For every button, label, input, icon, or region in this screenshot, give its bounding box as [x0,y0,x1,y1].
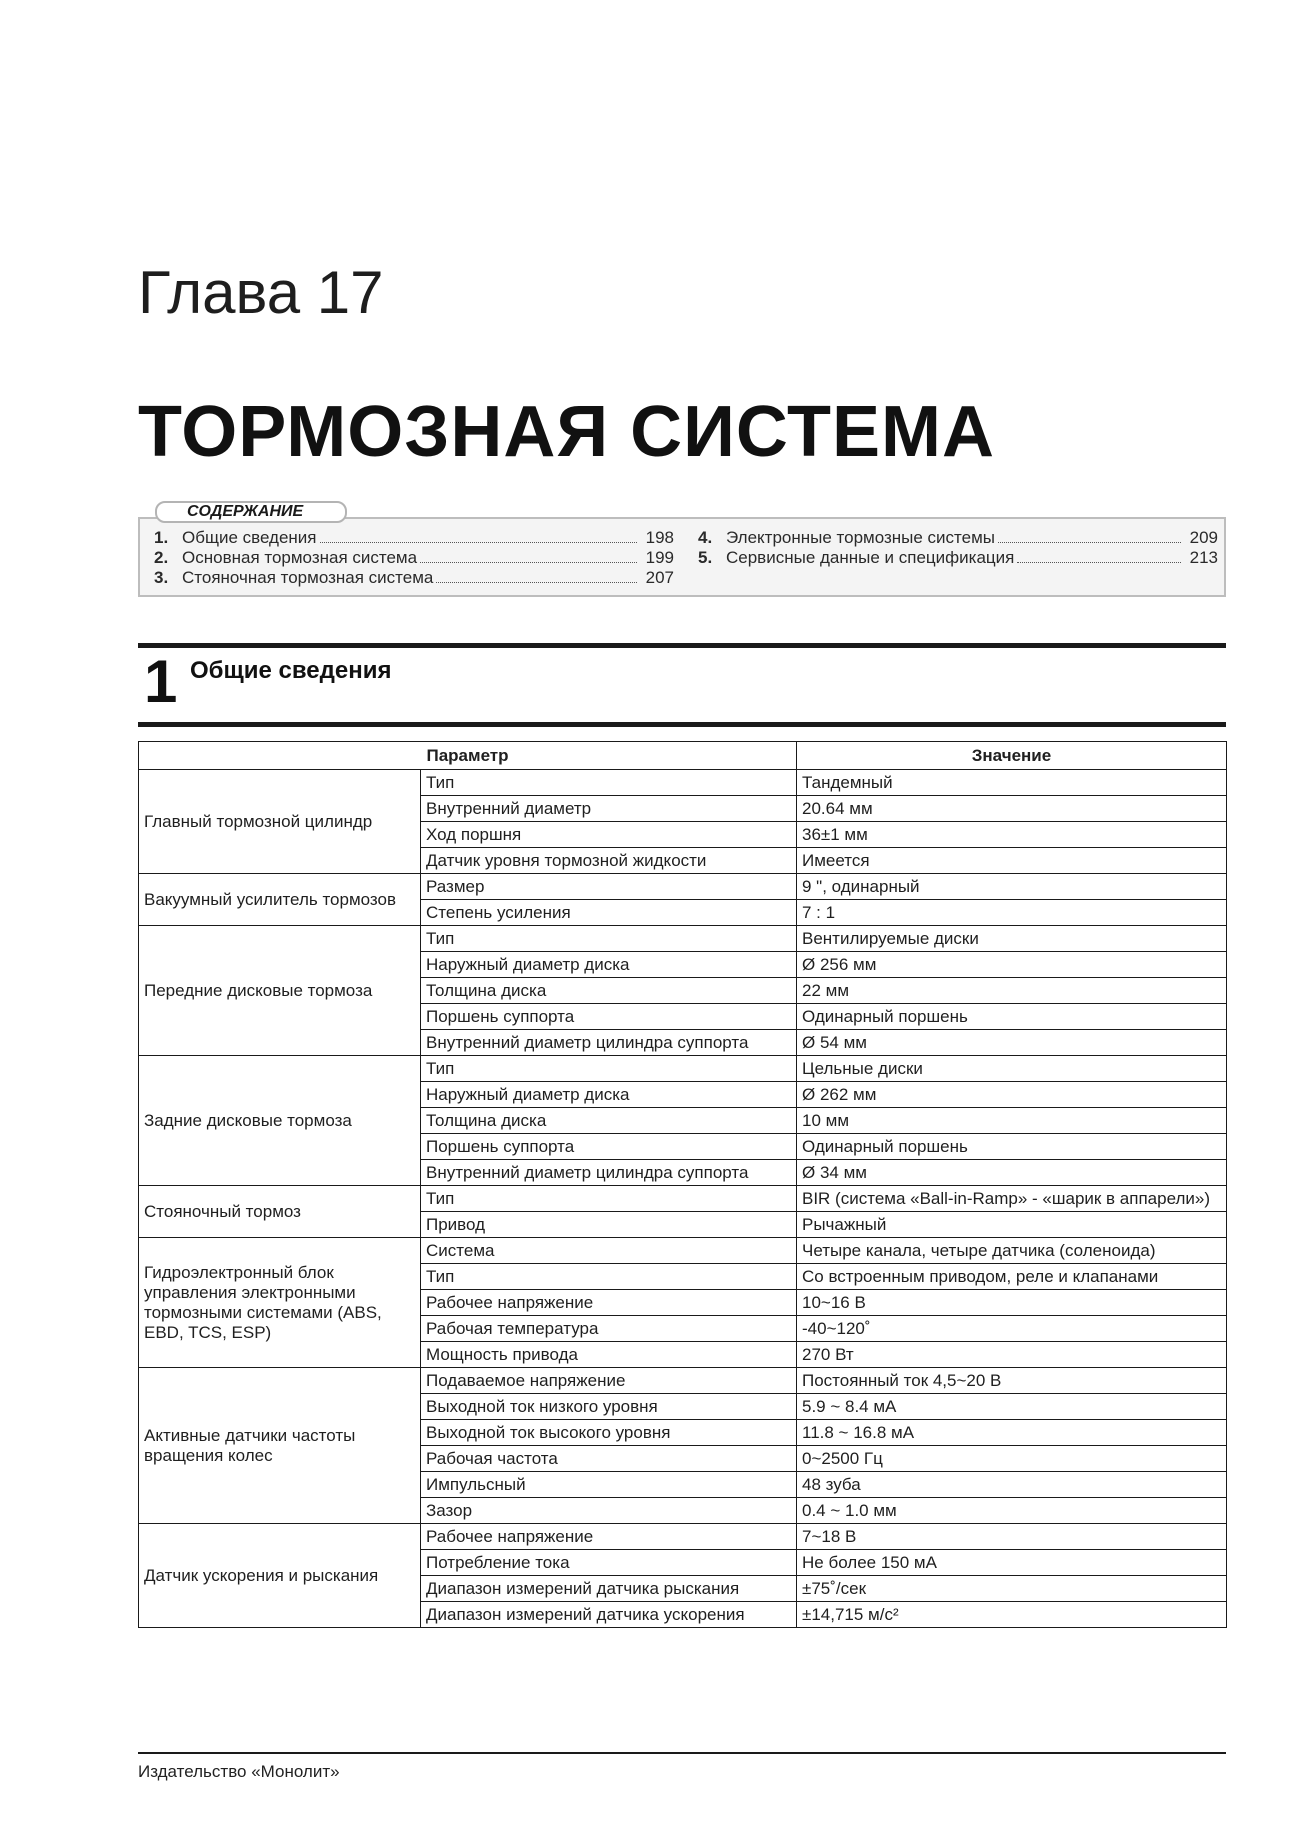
table-group-name: Передние дисковые тормоза [139,926,421,1056]
contents-item-page: 213 [1189,548,1218,567]
table-cell-value: Четыре канала, четыре датчика (соленоида) [797,1238,1227,1264]
table-row [139,874,1227,900]
table-cell-parameter: Ход поршня [421,822,797,848]
table-cell-parameter: Диапазон измерений датчика рыскания [421,1576,797,1602]
table-row [139,770,1227,796]
contents-item[interactable] [698,548,1218,568]
table-cell-value: Ø 54 мм [797,1030,1227,1056]
table-cell-value: 36±1 мм [797,822,1227,848]
contents-item[interactable] [698,528,1218,548]
table-cell-parameter: Тип [421,1186,797,1212]
contents-leader-dots [420,562,637,563]
table-group-name: Задние дисковые тормоза [139,1056,421,1186]
contents-item-page: 209 [1189,528,1218,547]
table-cell-parameter: Тип [421,1056,797,1082]
table-cell-parameter: Наружный диаметр диска [421,952,797,978]
contents-item-page: 207 [645,568,674,587]
table-cell-parameter: Подаваемое напряжение [421,1368,797,1394]
table-cell-parameter: Поршень суппорта [421,1004,797,1030]
table-cell-value: 11.8 ~ 16.8 мА [797,1420,1227,1446]
table-cell-parameter: Наружный диаметр диска [421,1082,797,1108]
table-cell-parameter: Поршень суппорта [421,1134,797,1160]
table-cell-value: Имеется [797,848,1227,874]
table-cell-value: 22 мм [797,978,1227,1004]
table-header-row [139,742,1227,770]
table-cell-value: 9 ", одинарный [797,874,1227,900]
contents-item-label: Сервисные данные и спецификация [726,548,1015,567]
table-cell-parameter: Зазор [421,1498,797,1524]
table-cell-parameter: Датчик уровня тормозной жидкости [421,848,797,874]
table-cell-parameter: Тип [421,1264,797,1290]
table-cell-value: Одинарный поршень [797,1004,1227,1030]
table-group-name: Датчик ускорения и рыскания [139,1524,421,1628]
table-cell-parameter: Выходной ток низкого уровня [421,1394,797,1420]
contents-item-number: 2. [154,548,169,567]
contents-item-page: 199 [645,548,674,567]
table-cell-parameter: Размер [421,874,797,900]
table-cell-parameter: Мощность привода [421,1342,797,1368]
table-cell-value: Одинарный поршень [797,1134,1227,1160]
table-cell-value: 5.9 ~ 8.4 мА [797,1394,1227,1420]
table-row [139,1186,1227,1212]
contents-item-label: Общие сведения [182,528,317,547]
table-group-name: Активные датчики частоты вращения колес [139,1368,421,1524]
table-cell-parameter: Толщина диска [421,1108,797,1134]
table-row [139,1368,1227,1394]
table-group-name: Стояночный тормоз [139,1186,421,1238]
contents-item-label: Основная тормозная система [182,548,418,567]
table-cell-value: 0~2500 Гц [797,1446,1227,1472]
table-cell-value: Не более 150 мА [797,1550,1227,1576]
contents-leader-dots [436,582,637,583]
table-cell-parameter: Рабочая температура [421,1316,797,1342]
table-cell-value: 0.4 ~ 1.0 мм [797,1498,1227,1524]
contents-item-number: 5. [698,548,713,567]
table-cell-parameter: Внутренний диаметр цилиндра суппорта [421,1030,797,1056]
table-cell-parameter: Потребление тока [421,1550,797,1576]
table-cell-parameter: Внутренний диаметр цилиндра суппорта [421,1160,797,1186]
contents-item-number: 4. [698,528,713,547]
table-cell-parameter: Тип [421,770,797,796]
contents-column-left [154,528,674,588]
column-header-parameter: Параметр [139,742,797,770]
table-group-name: Гидроэлектронный блок управления электронными тормозными системами (ABS, EBD, TCS, ESP) [139,1238,421,1368]
column-header-value: Значение [797,742,1227,770]
table-cell-parameter: Рабочее напряжение [421,1524,797,1550]
table-cell-value: ±14,715 м/с² [797,1602,1227,1628]
table-row [139,1056,1227,1082]
table-cell-value: 48 зуба [797,1472,1227,1498]
contents-item-number: 3. [154,568,169,587]
contents-item[interactable] [154,528,674,548]
contents-column-right [698,528,1218,568]
contents-item-number: 1. [154,528,169,547]
table-cell-value: 270 Вт [797,1342,1227,1368]
section-rule-bottom [138,722,1226,727]
table-cell-parameter: Диапазон измерений датчика ускорения [421,1602,797,1628]
table-cell-value: Постоянный ток 4,5~20 В [797,1368,1227,1394]
table-cell-value: Вентилируемые диски [797,926,1227,952]
contents-leader-dots [1017,562,1181,563]
section-title: Общие сведения [190,657,392,684]
table-cell-value: -40~120˚ [797,1316,1227,1342]
contents-item[interactable] [154,568,674,588]
contents-item[interactable] [154,548,674,568]
footer-rule [138,1752,1226,1754]
contents-item-label: Стояночная тормозная система [182,568,434,587]
table-group-name: Вакуумный усилитель тормозов [139,874,421,926]
table-cell-value: 10~16 В [797,1290,1227,1316]
table-group-name: Главный тормозной цилиндр [139,770,421,874]
table-cell-value: Цельные диски [797,1056,1227,1082]
table-cell-value: Ø 256 мм [797,952,1227,978]
table-cell-parameter: Импульсный [421,1472,797,1498]
contents-item-label: Электронные тормозные системы [726,528,996,547]
contents-leader-dots [998,542,1181,543]
table-cell-parameter: Выходной ток высокого уровня [421,1420,797,1446]
table-cell-parameter: Степень усиления [421,900,797,926]
table-cell-parameter: Рабочее напряжение [421,1290,797,1316]
footer-publisher: Издательство «Монолит» [138,1762,340,1781]
table-row [139,926,1227,952]
section-rule-top [138,643,1226,648]
table-cell-value: ±75˚/сек [797,1576,1227,1602]
table-cell-value: BIR (система «Ball-in-Ramp» - «шарик в аппарели») [797,1186,1227,1212]
table-row [139,1238,1227,1264]
table-cell-parameter: Внутренний диаметр [421,796,797,822]
table-cell-parameter: Система [421,1238,797,1264]
table-cell-value: 10 мм [797,1108,1227,1134]
table-cell-value: 20.64 мм [797,796,1227,822]
table-cell-value: Со встроенным приводом, реле и клапанами [797,1264,1227,1290]
contents-heading: СОДЕРЖАНИЕ [155,501,347,523]
table-row [139,1524,1227,1550]
table-cell-parameter: Толщина диска [421,978,797,1004]
chapter-title: ТОРМОЗНАЯ СИСТЕМА [138,392,996,472]
table-cell-value: Тандемный [797,770,1227,796]
specification-table [138,741,1227,1628]
table-body [139,770,1227,1628]
table-cell-value: 7~18 В [797,1524,1227,1550]
table-cell-parameter: Рабочая частота [421,1446,797,1472]
table-cell-parameter: Тип [421,926,797,952]
table-cell-value: Ø 34 мм [797,1160,1227,1186]
chapter-label: Глава 17 [138,259,384,326]
table-cell-parameter: Привод [421,1212,797,1238]
table-cell-value: Ø 262 мм [797,1082,1227,1108]
table-cell-value: 7 : 1 [797,900,1227,926]
contents-leader-dots [320,542,637,543]
section-number: 1 [144,648,178,715]
contents-item-page: 198 [645,528,674,547]
table-cell-value: Рычажный [797,1212,1227,1238]
